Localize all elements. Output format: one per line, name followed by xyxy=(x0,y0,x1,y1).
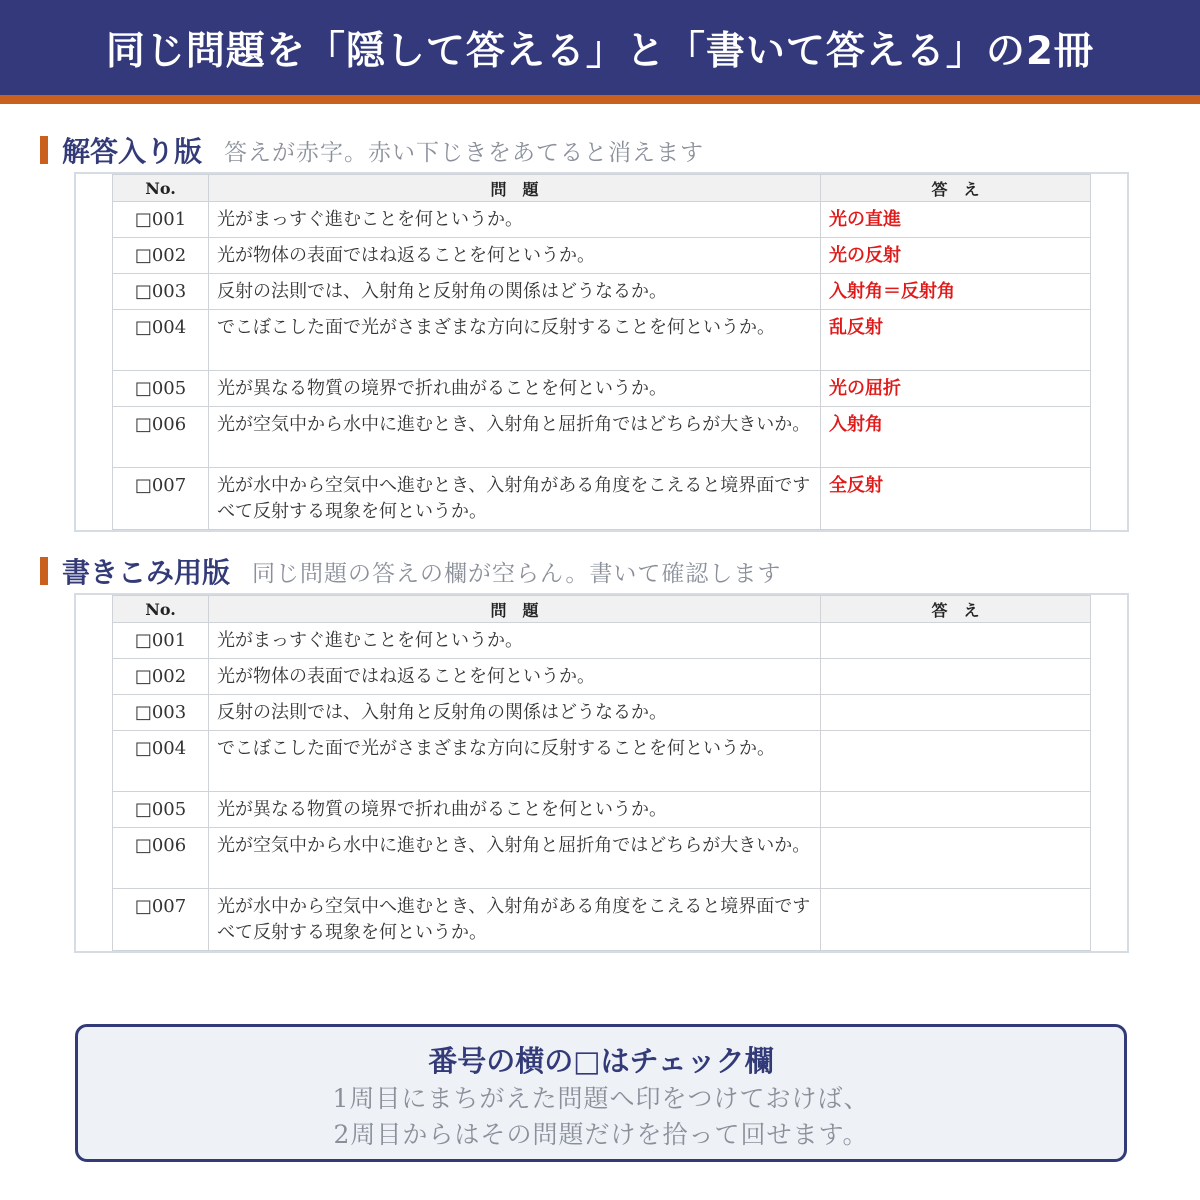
table-row xyxy=(113,828,1091,889)
banner-title: 同じ問題を「隠して答える」と「書いて答える」の2冊 xyxy=(105,28,1095,74)
answer-blank[interactable] xyxy=(821,792,1091,828)
table-row xyxy=(113,371,1091,407)
row-question: 光が水中から空気中へ進むとき、入射角がある角度をこえると境界面ですべて反射する現象を何というか。 xyxy=(209,468,821,530)
table-row xyxy=(113,238,1091,274)
row-answer: 光の屈折 xyxy=(821,371,1091,407)
answer-edition-heading xyxy=(40,130,704,170)
row-number[interactable]: □007 xyxy=(113,468,209,530)
column-header-no: No. xyxy=(113,175,209,202)
writing-edition-table-frame xyxy=(74,593,1129,953)
row-question: 光が物体の表面ではね返ることを何というか。 xyxy=(209,659,821,695)
answer-blank[interactable] xyxy=(821,695,1091,731)
answer-edition-description: 答えが赤字。赤い下じきをあてると消えます xyxy=(224,139,705,166)
row-number[interactable]: □005 xyxy=(113,792,209,828)
row-answer: 乱反射 xyxy=(821,310,1091,371)
table-row xyxy=(113,792,1091,828)
note-line-2: 2周目からはその問題だけを拾って回せます。 xyxy=(333,1120,869,1149)
row-question: 光が異なる物質の境界で折れ曲がることを何というか。 xyxy=(209,371,821,407)
checkbox-note-box xyxy=(75,1024,1127,1162)
column-header-no: No. xyxy=(113,596,209,623)
table-row xyxy=(113,274,1091,310)
row-number[interactable]: □007 xyxy=(113,889,209,951)
row-question: 光がまっすぐ進むことを何というか。 xyxy=(209,202,821,238)
row-answer: 光の直進 xyxy=(821,202,1091,238)
row-question: 光が空気中から水中に進むとき、入射角と屈折角ではどちらが大きいか。 xyxy=(209,828,821,889)
table-row xyxy=(113,468,1091,530)
row-number[interactable]: □004 xyxy=(113,310,209,371)
column-header-question: 問 題 xyxy=(209,175,821,202)
table-row xyxy=(113,202,1091,238)
table-header-row xyxy=(113,596,1091,623)
row-number[interactable]: □002 xyxy=(113,659,209,695)
row-number[interactable]: □004 xyxy=(113,731,209,792)
row-answer: 光の反射 xyxy=(821,238,1091,274)
row-number[interactable]: □002 xyxy=(113,238,209,274)
answer-edition-table-frame xyxy=(74,172,1129,532)
answer-blank[interactable] xyxy=(821,889,1091,951)
answer-edition-table xyxy=(112,174,1091,530)
table-row xyxy=(113,659,1091,695)
row-number[interactable]: □003 xyxy=(113,695,209,731)
row-number[interactable]: □001 xyxy=(113,623,209,659)
table-row xyxy=(113,407,1091,468)
row-question: でこぼこした面で光がさまざまな方向に反射することを何というか。 xyxy=(209,731,821,792)
answer-blank[interactable] xyxy=(821,828,1091,889)
row-question: 光がまっすぐ進むことを何というか。 xyxy=(209,623,821,659)
table-row xyxy=(113,695,1091,731)
table-header-row xyxy=(113,175,1091,202)
header-banner xyxy=(0,0,1200,104)
row-question: 反射の法則では、入射角と反射角の関係はどうなるか。 xyxy=(209,274,821,310)
answer-edition-title: 解答入り版 xyxy=(62,135,203,168)
row-number[interactable]: □005 xyxy=(113,371,209,407)
answer-blank[interactable] xyxy=(821,623,1091,659)
column-header-answer: 答 え xyxy=(821,175,1091,202)
row-answer: 全反射 xyxy=(821,468,1091,530)
section-marker xyxy=(40,136,48,164)
row-number[interactable]: □006 xyxy=(113,407,209,468)
row-question: 光が物体の表面ではね返ることを何というか。 xyxy=(209,238,821,274)
table-row xyxy=(113,310,1091,371)
row-number[interactable]: □003 xyxy=(113,274,209,310)
row-question: 反射の法則では、入射角と反射角の関係はどうなるか。 xyxy=(209,695,821,731)
row-question: 光が空気中から水中に進むとき、入射角と屈折角ではどちらが大きいか。 xyxy=(209,407,821,468)
row-answer: 入射角 xyxy=(821,407,1091,468)
column-header-question: 問 題 xyxy=(209,596,821,623)
row-answer: 入射角＝反射角 xyxy=(821,274,1091,310)
table-row xyxy=(113,889,1091,951)
writing-edition-table xyxy=(112,595,1091,951)
writing-edition-title: 書きこみ用版 xyxy=(62,556,231,589)
note-line-1: 1周目にまちがえた問題へ印をつけておけば、 xyxy=(332,1084,870,1113)
column-header-answer: 答 え xyxy=(821,596,1091,623)
writing-edition-description: 同じ問題の答えの欄が空らん。書いて確認します xyxy=(252,560,782,587)
row-question: でこぼこした面で光がさまざまな方向に反射することを何というか。 xyxy=(209,310,821,371)
table-row xyxy=(113,623,1091,659)
answer-blank[interactable] xyxy=(821,731,1091,792)
writing-edition-heading xyxy=(40,551,781,591)
row-question: 光が異なる物質の境界で折れ曲がることを何というか。 xyxy=(209,792,821,828)
row-question: 光が水中から空気中へ進むとき、入射角がある角度をこえると境界面ですべて反射する現象を何というか。 xyxy=(209,889,821,951)
row-number[interactable]: □006 xyxy=(113,828,209,889)
note-title: 番号の横の□はチェック欄 xyxy=(428,1044,774,1078)
row-number[interactable]: □001 xyxy=(113,202,209,238)
answer-blank[interactable] xyxy=(821,659,1091,695)
section-marker xyxy=(40,557,48,585)
table-row xyxy=(113,731,1091,792)
